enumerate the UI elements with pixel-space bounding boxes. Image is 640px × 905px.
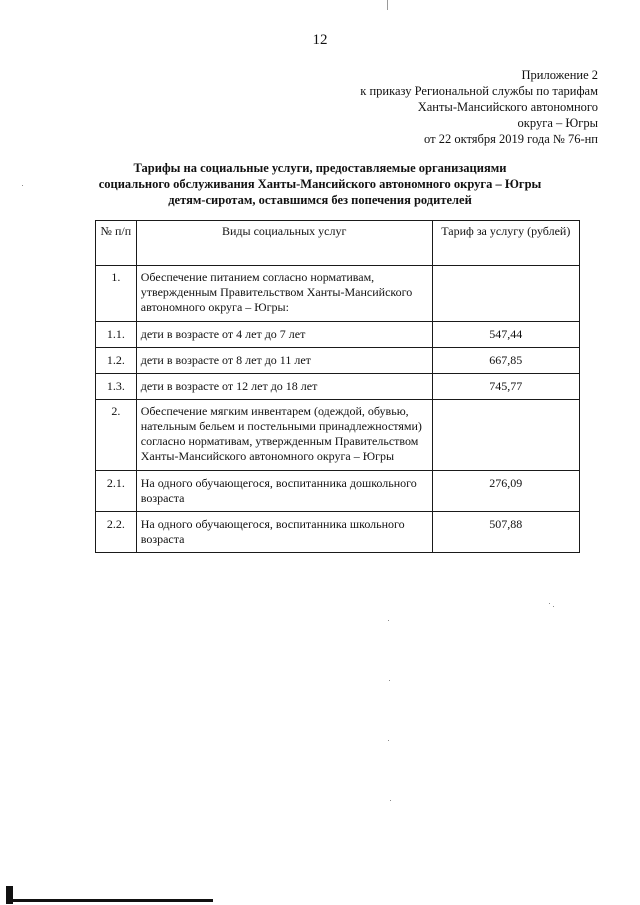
scan-artifact — [387, 0, 388, 10]
title-line: Тарифы на социальные услуги, предоставляемые организациями — [133, 161, 507, 175]
scan-dust — [390, 800, 391, 801]
scan-dust — [549, 603, 550, 604]
scan-dust — [22, 185, 23, 186]
title-line: детям-сиротам, оставшимся без попечения родителей — [168, 193, 472, 207]
title-line: социального обслуживания Ханты-Мансийского автономного округа – Югры — [98, 177, 542, 191]
row-tariff: 667,85 — [432, 348, 579, 374]
row-tariff — [432, 266, 579, 322]
row-tariff — [432, 400, 579, 471]
row-num: 1.1. — [96, 322, 137, 348]
scan-artifact — [6, 886, 13, 904]
document-title — [60, 160, 580, 208]
scan-dust — [388, 740, 389, 741]
row-service: дети в возрасте от 12 лет до 18 лет — [136, 374, 432, 400]
row-tariff: 276,09 — [432, 471, 579, 512]
appendix-line: Приложение 2 — [521, 68, 598, 82]
row-service: дети в возрасте от 8 лет до 11 лет — [136, 348, 432, 374]
header-num: № п/п — [96, 221, 137, 266]
table-row — [96, 266, 580, 322]
appendix-line: к приказу Региональной службы по тарифам — [360, 84, 598, 98]
table-row — [96, 322, 580, 348]
row-num: 2. — [96, 400, 137, 471]
scan-dust — [388, 620, 389, 621]
row-num: 2.1. — [96, 471, 137, 512]
table-row — [96, 471, 580, 512]
scan-dust — [389, 680, 390, 681]
scan-artifact — [13, 899, 213, 902]
row-service: На одного обучающегося, воспитанника школьного возраста — [136, 512, 432, 553]
table-row — [96, 374, 580, 400]
appendix-line: округа – Югры — [517, 116, 598, 130]
row-num: 2.2. — [96, 512, 137, 553]
appendix-reference — [298, 67, 598, 147]
row-tariff: 507,88 — [432, 512, 579, 553]
appendix-line: Ханты-Мансийского автономного — [417, 100, 598, 114]
row-tariff: 547,44 — [432, 322, 579, 348]
row-tariff: 745,77 — [432, 374, 579, 400]
header-tariff: Тариф за услугу (рублей) — [432, 221, 579, 266]
table-header-row — [96, 221, 580, 266]
row-num: 1.2. — [96, 348, 137, 374]
page-number: 12 — [312, 32, 328, 48]
table-row — [96, 348, 580, 374]
table-row — [96, 400, 580, 471]
header-service: Виды социальных услуг — [136, 221, 432, 266]
scan-dust — [553, 606, 554, 607]
tariff-table — [95, 220, 580, 553]
row-service: дети в возрасте от 4 лет до 7 лет — [136, 322, 432, 348]
row-service: На одного обучающегося, воспитанника дошкольного возраста — [136, 471, 432, 512]
row-service: Обеспечение питанием согласно нормативам, утвержденным Правительством Ханты-Мансийского автономного округа – Югры: — [136, 266, 432, 322]
table-row — [96, 512, 580, 553]
row-num: 1. — [96, 266, 137, 322]
appendix-line: от 22 октября 2019 года № 76-нп — [424, 132, 598, 146]
row-num: 1.3. — [96, 374, 137, 400]
row-service: Обеспечение мягким инвентарем (одеждой, обувью, нательным бельем и постельными принадлежностями) согласно нормативам, утвержденным Правительством Ханты-Мансийского автономного округа – Югры — [136, 400, 432, 471]
